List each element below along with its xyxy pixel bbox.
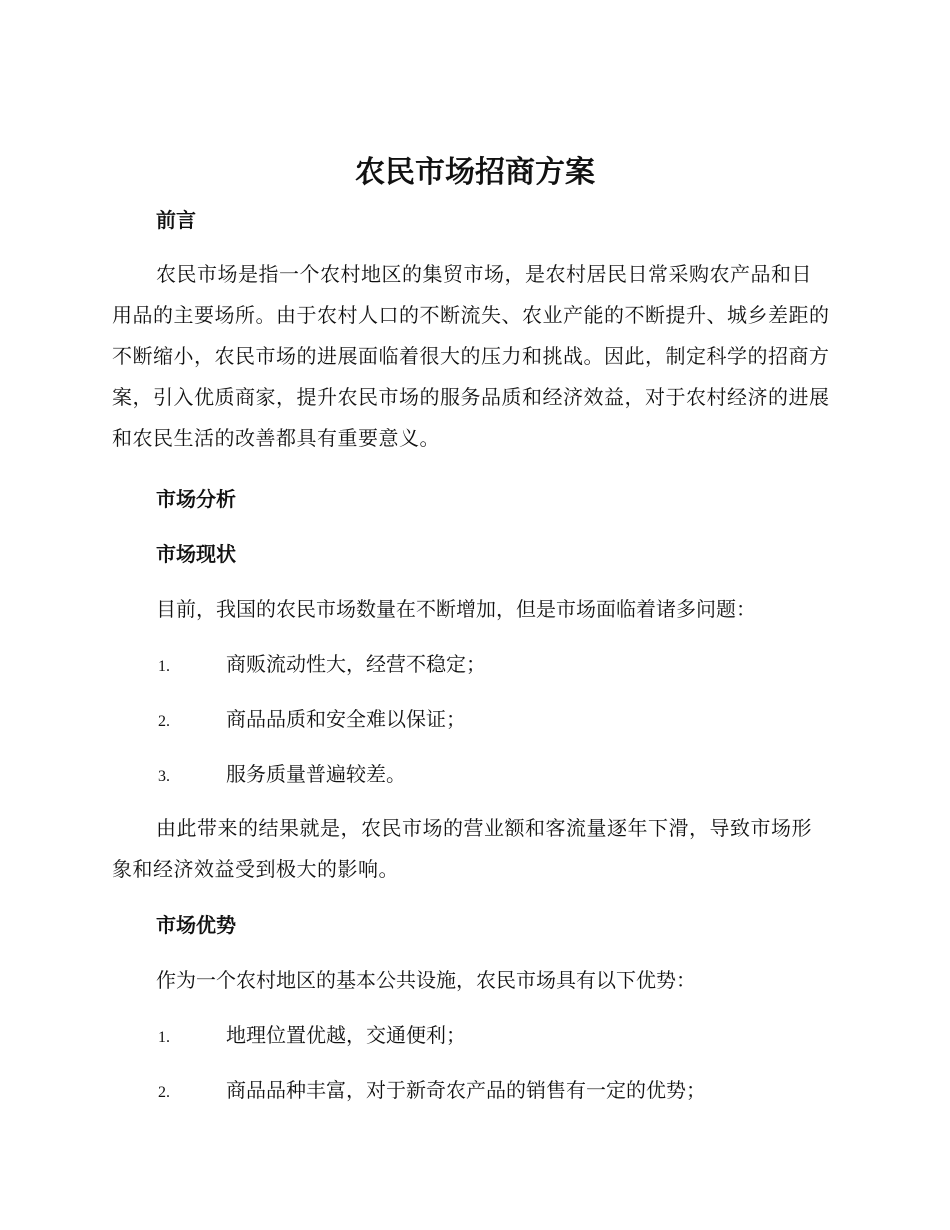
list-item-number: 1. xyxy=(158,658,170,675)
list-item-number: 2. xyxy=(158,713,170,730)
list-item-number: 3. xyxy=(158,768,170,785)
status-heading: 市场现状 xyxy=(156,542,236,566)
status-intro: 目前，我国的农民市场数量在不断增加，但是市场面临着诸多问题： xyxy=(156,597,756,621)
advantage-intro: 作为一个农村地区的基本公共设施，农民市场具有以下优势： xyxy=(156,968,696,992)
preface-heading: 前言 xyxy=(156,208,196,232)
status-result-paragraph: 由此带来的结果就是，农民市场的营业额和客流量逐年下滑，导致市场形象和经济效益受到极大的影响。 xyxy=(112,816,812,881)
list-item-text: 商品品种丰富，对于新奇农产品的销售有一定的优势； xyxy=(226,1078,706,1102)
document-title: 农民市场招商方案 xyxy=(355,155,595,190)
list-item-text: 地理位置优越，交通便利； xyxy=(226,1023,466,1047)
analysis-heading: 市场分析 xyxy=(156,487,236,511)
list-item xyxy=(158,759,406,789)
list-item-text: 商贩流动性大，经营不稳定； xyxy=(226,652,486,676)
preface-paragraph: 农民市场是指一个农村地区的集贸市场，是农村居民日常采购农产品和日用品的主要场所。由于农村人口的不断流失、农业产能的不断提升、城乡差距的不断缩小，农民市场的进展面临着很大的压力和挑战。因此，制定科学的招商方案，引入优质商家，提升农民市场的服务品质和经济效益，对于农村经济的进展和农民生活的改善都具有重要意义。 xyxy=(112,262,830,450)
advantage-heading: 市场优势 xyxy=(156,913,236,937)
list-item-text: 商品品质和安全难以保证； xyxy=(226,707,466,731)
list-item-number: 2. xyxy=(158,1084,170,1101)
list-item xyxy=(158,704,466,734)
list-item xyxy=(158,649,486,679)
list-item xyxy=(158,1075,706,1105)
list-item xyxy=(158,1020,466,1050)
list-item-text: 服务质量普遍较差。 xyxy=(226,762,406,786)
list-item-number: 1. xyxy=(158,1029,170,1046)
